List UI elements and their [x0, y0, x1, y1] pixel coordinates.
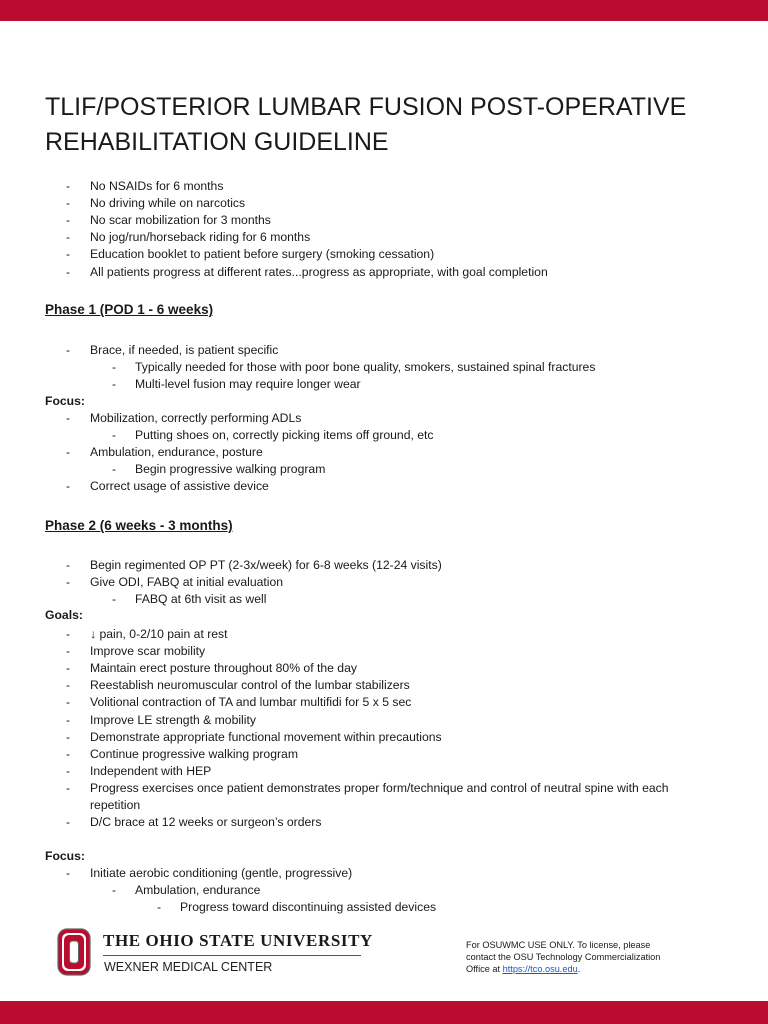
license-line-1: For OSUWMC USE ONLY. To license, please [466, 940, 651, 950]
bullet-dash: - [66, 179, 71, 193]
item-text: Correct usage of assistive device [90, 479, 269, 494]
bullet-dash: - [66, 230, 71, 245]
top-brand-bar [0, 0, 768, 21]
bullet-dash: - [66, 479, 71, 494]
bullet-dash: - [66, 411, 71, 425]
ohio-state-block-o-icon [57, 928, 91, 976]
bullet-dash: - [66, 558, 71, 572]
bullet-dash: - [66, 678, 71, 693]
title-line-1: TLIF/POSTERIOR LUMBAR FUSION POST-OPERATIVE [45, 93, 687, 121]
bullet-dash: - [66, 661, 71, 676]
bullet-dash: - [66, 729, 71, 744]
bullet-dash: - [112, 377, 117, 392]
bullet-dash: - [112, 883, 117, 898]
title-line-2: REHABILITATION GUIDELINE [45, 128, 389, 156]
item-text: Progress toward discontinuing assisted devices [180, 900, 437, 915]
bullet-dash: - [112, 428, 117, 443]
bullet-dash: - [66, 213, 71, 228]
license-line-2: contact the OSU Technology Commercialization [466, 952, 661, 962]
bullet-dash: - [66, 780, 71, 795]
item-text: Education booklet to patient before surgery (smoking cessation) [90, 247, 435, 262]
item-text: Independent with HEP [90, 763, 212, 778]
item-text: Brace, if needed, is patient specific [90, 343, 279, 357]
item-text: Give ODI, FABQ at initial evaluation [90, 575, 284, 590]
item-text: repetition [90, 798, 141, 812]
item-text: Maintain erect posture throughout 80% of the day [90, 661, 357, 676]
item-text: FABQ at 6th visit as well [135, 592, 267, 607]
item-text: Progress exercises once patient demonstrates proper form/technique and control of neutral spine with each [90, 780, 669, 795]
item-text: All patients progress at different rates...progress as appropriate, with goal completion [90, 264, 548, 279]
bottom-brand-bar [0, 1001, 768, 1024]
bullet-dash: - [157, 900, 162, 915]
bullet-dash: - [66, 644, 71, 659]
item-text: Improve scar mobility [90, 644, 206, 659]
page-title [45, 90, 735, 160]
bullet-dash: - [112, 360, 117, 375]
item-text: Improve LE strength & mobility [90, 712, 256, 727]
license-link[interactable]: https://tco.osu.edu [502, 964, 578, 974]
phase2-heading: Phase 2 (6 weeks - 3 months) [45, 518, 233, 533]
item-text: Continue progressive walking program [90, 746, 298, 761]
bullet-dash: - [66, 264, 71, 279]
bullet-dash: - [66, 866, 71, 880]
item-text: Reestablish neuromuscular control of the lumbar stabilizers [90, 678, 410, 693]
item-text: D/C brace at 12 weeks or surgeon’s orders [90, 815, 322, 830]
item-text: Ambulation, endurance, posture [90, 445, 263, 460]
item-text: Typically needed for those with poor bone quality, smokers, sustained spinal fractures [135, 360, 596, 375]
item-text: No scar mobilization for 3 months [90, 213, 271, 228]
item-text: Begin progressive walking program [135, 462, 326, 477]
item-text: Volitional contraction of TA and lumbar multifidi for 5 x 5 sec [90, 695, 412, 710]
bullet-dash: - [66, 763, 71, 778]
bullet-dash: - [66, 815, 71, 830]
bullet-dash: - [66, 695, 71, 710]
phase1-focus-label: Focus: [45, 394, 85, 408]
medical-center-name: WEXNER MEDICAL CENTER [104, 960, 273, 974]
bullet-dash: - [66, 746, 71, 761]
bullet-dash: - [66, 196, 71, 211]
item-text: Initiate aerobic conditioning (gentle, progressive) [90, 866, 353, 880]
item-text: Putting shoes on, correctly picking items off ground, etc [135, 428, 434, 443]
item-text: No NSAIDs for 6 months [90, 179, 224, 193]
bullet-dash: - [66, 712, 71, 727]
phase2-focus-label: Focus: [45, 849, 85, 863]
item-text: Multi-level fusion may require longer wear [135, 377, 361, 392]
bullet-dash: - [66, 247, 71, 262]
bullet-dash: - [66, 627, 71, 641]
bullet-dash: - [66, 343, 71, 357]
item-text: No jog/run/horseback riding for 6 months [90, 230, 311, 245]
item-text: Begin regimented OP PT (2-3x/week) for 6-8 weeks (12-24 visits) [90, 558, 442, 572]
item-text: ↓ pain, 0-2/10 pain at rest [90, 627, 228, 641]
item-text: No driving while on narcotics [90, 196, 246, 211]
osu-logo [57, 928, 377, 978]
license-line-3-suffix: . [577, 964, 581, 974]
bullet-dash: - [66, 445, 71, 460]
item-text: Ambulation, endurance [135, 883, 261, 898]
item-text: Mobilization, correctly performing ADLs [90, 411, 302, 425]
item-text: Demonstrate appropriate functional movement within precautions [90, 729, 442, 744]
university-name: THE OHIO STATE UNIVERSITY [103, 931, 373, 950]
bullet-dash: - [112, 592, 117, 607]
phase2-goals-label: Goals: [45, 608, 83, 622]
phase1-heading: Phase 1 (POD 1 - 6 weeks) [45, 302, 214, 317]
bullet-dash: - [66, 575, 71, 590]
bullet-dash: - [112, 462, 117, 477]
license-notice [466, 939, 706, 975]
license-line-3-prefix: Office at [466, 964, 503, 974]
logo-divider [103, 955, 361, 956]
